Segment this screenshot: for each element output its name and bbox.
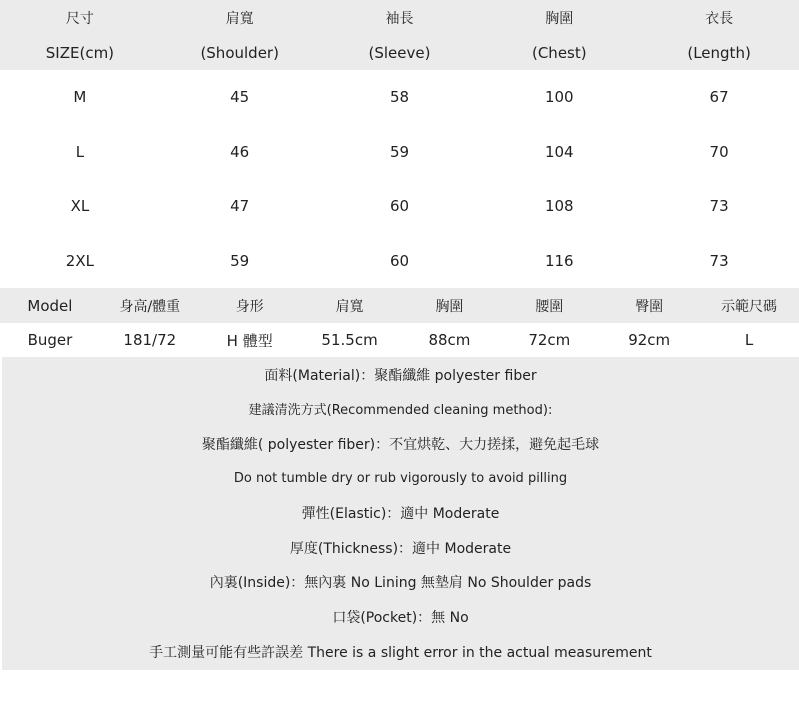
- header-size-en: SIZE(cm): [45, 44, 115, 62]
- hip-cell: 92cm: [628, 331, 671, 349]
- sleeve-cell: 60: [389, 197, 410, 216]
- elastic-line: 彈性(Elastic)：適中 Moderate: [301, 506, 500, 522]
- shoulder-cell: 51.5cm: [321, 331, 378, 349]
- header-waist: 腰圍: [535, 298, 564, 315]
- chest-cell: 108: [544, 197, 574, 216]
- care-instruction-line: 聚酯纖維( polyester fiber)：不宜烘乾、大力搓揉，避免起毛球: [201, 437, 600, 453]
- measurement-note-line: 手工測量可能有些許誤差 There is a slight error in the actual measurement: [149, 645, 652, 661]
- header-chest-zh: 胸圍: [545, 11, 574, 27]
- material-line: 面料(Material)：聚酯纖維 polyester fiber: [264, 368, 537, 384]
- thickness-line: 厚度(Thickness)：適中 Moderate: [289, 541, 512, 557]
- chest-cell: 88cm: [428, 331, 471, 349]
- product-info-box: [2, 357, 799, 670]
- chest-cell: 116: [544, 251, 574, 270]
- chest-cell: 100: [544, 88, 574, 107]
- header-sleeve-zh: 袖長: [385, 11, 414, 27]
- shoulder-cell: 47: [230, 197, 250, 216]
- length-cell: 73: [709, 251, 729, 270]
- header-chest: [479, 0, 639, 70]
- header-length-zh: 衣長: [705, 11, 734, 27]
- size-table: [0, 0, 799, 288]
- header-body-shape: 身形: [235, 298, 264, 315]
- model-table: [0, 288, 799, 357]
- pocket-line: 口袋(Pocket)：無 No: [332, 610, 469, 626]
- height-weight-cell: 181/72: [123, 331, 177, 349]
- size-table-header: [0, 0, 799, 70]
- size-cell: L: [75, 142, 85, 161]
- table-row: [0, 70, 799, 125]
- table-row: [0, 125, 799, 180]
- sleeve-cell: 58: [389, 88, 410, 107]
- size-cell: M: [73, 88, 87, 107]
- header-shoulder: [160, 0, 320, 70]
- header-hip: 臀圍: [635, 298, 664, 315]
- size-cell: XL: [70, 197, 90, 216]
- length-cell: 67: [709, 88, 729, 107]
- size-cell: 2XL: [65, 251, 94, 270]
- header-sleeve: [320, 0, 480, 70]
- header-chest-en: (Chest): [531, 44, 587, 62]
- waist-cell: 72cm: [528, 331, 571, 349]
- header-size: [0, 0, 160, 70]
- cleaning-method-line: 建議清洗方式(Recommended cleaning method):: [248, 403, 553, 418]
- header-shoulder-zh: 肩寬: [225, 11, 254, 27]
- table-row: [0, 234, 799, 289]
- body-shape-cell: H 體型: [226, 331, 273, 350]
- chest-cell: 104: [544, 142, 574, 161]
- header-shoulder: 肩寬: [335, 298, 364, 315]
- header-height-weight: 身高/體重: [119, 298, 181, 315]
- header-model: Model: [27, 296, 73, 315]
- shoulder-cell: 46: [230, 142, 250, 161]
- shoulder-cell: 59: [230, 251, 250, 270]
- sleeve-cell: 60: [389, 251, 410, 270]
- header-chest: 胸圍: [435, 298, 464, 315]
- size-table-body: [0, 70, 799, 288]
- model-name-cell: Buger: [27, 331, 73, 349]
- header-demo-size: 示範尺碼: [721, 298, 778, 315]
- inside-line: 內裏(Inside)：無內裏 No Lining 無墊肩 No Shoulder pads: [209, 575, 592, 591]
- model-table-header: [0, 288, 799, 323]
- header-sleeve-en: (Sleeve): [368, 44, 431, 62]
- header-size-zh: 尺寸: [65, 11, 94, 27]
- length-cell: 73: [709, 197, 729, 216]
- header-length: [639, 0, 799, 70]
- header-length-en: (Length): [687, 44, 751, 62]
- sleeve-cell: 59: [389, 142, 410, 161]
- table-row: [0, 179, 799, 234]
- table-row: [0, 323, 799, 357]
- demo-size-cell: L: [744, 331, 754, 349]
- shoulder-cell: 45: [230, 88, 250, 107]
- header-shoulder-en: (Shoulder): [200, 44, 279, 62]
- care-instruction-en-line: Do not tumble dry or rub vigorously to avoid pilling: [233, 471, 568, 486]
- length-cell: 70: [709, 142, 729, 161]
